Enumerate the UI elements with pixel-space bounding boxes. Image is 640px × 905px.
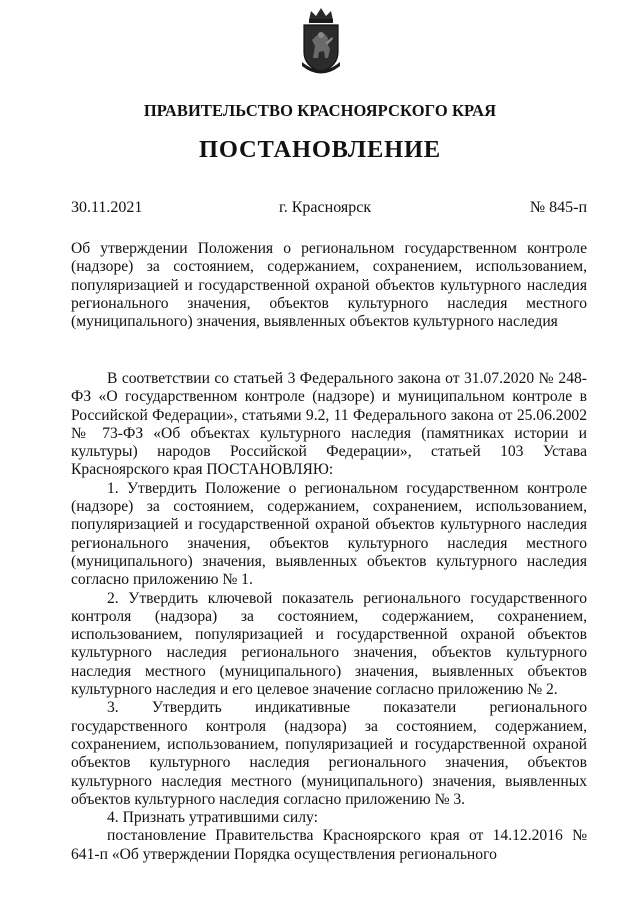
document-number: № 845-п bbox=[529, 199, 587, 216]
item-2-paragraph: 2. Утвердить ключевой показатель регионального государственного контроля (надзора) за состоянием, содержанием, сохранением, использованием, популяризацией и государственной охраной объектов культурного наследия регионального значения, объектов культурного наследия местного (муниципального) значения, выявленных объектов культурного наследия и его целевое значение согласно приложению № 2. bbox=[71, 589, 587, 699]
document-date: 30.11.2021 bbox=[71, 199, 143, 216]
document-body bbox=[71, 370, 587, 864]
government-name: ПРАВИТЕЛЬСТВО КРАСНОЯРСКОГО КРАЯ bbox=[143, 101, 497, 120]
document-meta bbox=[71, 199, 587, 219]
item-4-subparagraph: постановление Правительства Красноярского края от 14.12.2016 № 641-п «Об утверждении Порядка осуществления регионального bbox=[71, 827, 587, 863]
item-4-paragraph: 4. Признать утратившими силу: bbox=[107, 809, 318, 827]
document-subject: Об утверждении Положения о региональном государственном контроле (надзоре) за состоянием, содержанием, сохранением, использованием, популяризацией и государственной охраной объектов культурного наследия регионального значения, объектов культурного наследия местного (муниципального) значения, выявленных объектов культурного наследия bbox=[71, 240, 587, 331]
item-1-paragraph: 1. Утвердить Положение о региональном государственном контроле (надзоре) за состоянием, содержанием, сохранением, использованием, популяризацией и государственной охраной объектов культурного наследия регионального значения, объектов культурного наследия местного (муниципального) значения, выявленных объектов культурного наследия согласно приложению № 1. bbox=[71, 479, 587, 589]
item-3-paragraph: 3. Утвердить индикативные показатели регионального государственного контроля (надзора) за состоянием, содержанием, сохранением, использованием, популяризацией и государственной охраной объектов культурного наследия регионального значения, объектов культурного наследия местного (муниципального) значения, выявленных объектов культурного наследия согласно приложению № 3. bbox=[71, 699, 587, 808]
preamble-paragraph: В соответствии со статьей 3 Федерального закона от 31.07.2020 № 248-ФЗ «О государственном контроле (надзоре) и муниципальном контроле в Российской Федерации», статьями 9.2, 11 Федерального закона от 25.06.2002 № 73-ФЗ «Об объектах культурного наследия (памятниках истории и культуры) народов Российской Федерации», статьей 103 Устава Красноярского края ПОСТАНОВЛЯЮ: bbox=[71, 370, 587, 479]
krasnoyarsk-coat-of-arms-icon bbox=[298, 6, 344, 76]
document-type-title: ПОСТАНОВЛЕНИЕ bbox=[199, 136, 441, 163]
document-city: г. Красноярск bbox=[279, 199, 372, 216]
